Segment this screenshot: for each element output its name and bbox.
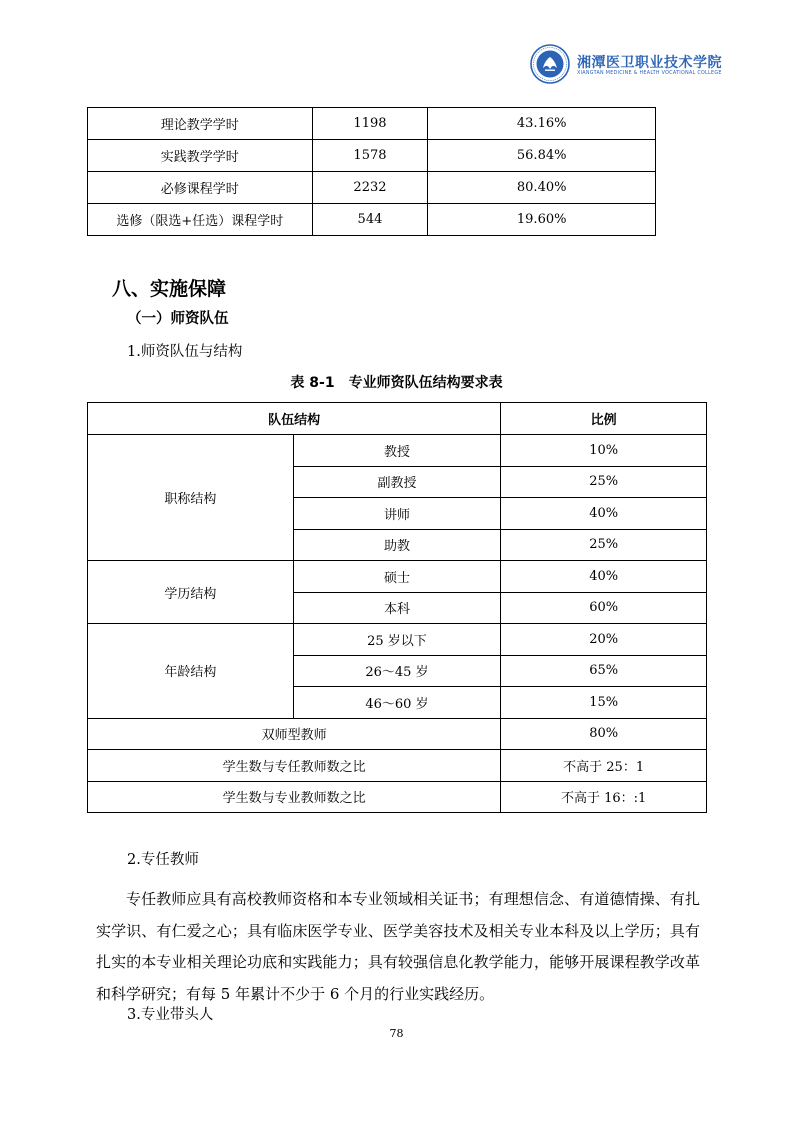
table-row bbox=[88, 781, 707, 813]
sub-category: 助教 bbox=[293, 529, 501, 561]
logo-english-name: XIANGTAN MEDICINE & HEALTH VOCATIONAL COLLEGE bbox=[577, 71, 722, 76]
row-ratio: 80.40% bbox=[428, 172, 656, 204]
row-hours: 2232 bbox=[312, 172, 428, 204]
ratio-cell: 80% bbox=[501, 718, 707, 750]
sub-category: 教授 bbox=[293, 435, 501, 467]
row-hours: 544 bbox=[312, 204, 428, 236]
sub-category: 讲师 bbox=[293, 498, 501, 530]
table-row bbox=[88, 108, 656, 140]
table-row bbox=[88, 172, 656, 204]
sub-category: 副教授 bbox=[293, 466, 501, 498]
ratio-cell: 25% bbox=[501, 466, 707, 498]
header-ratio: 比例 bbox=[501, 403, 707, 435]
ratio-cell: 40% bbox=[501, 498, 707, 530]
item-heading: 2.专任教师 bbox=[127, 852, 199, 868]
row-ratio: 19.60% bbox=[428, 204, 656, 236]
faculty-structure-table bbox=[87, 402, 707, 813]
sub-category: 25 岁以下 bbox=[293, 624, 501, 656]
row-label: 必修课程学时 bbox=[88, 172, 313, 204]
table-row bbox=[88, 204, 656, 236]
ratio-cell: 40% bbox=[501, 561, 707, 593]
sub-category: 26～45 岁 bbox=[293, 655, 501, 687]
ratio-cell: 15% bbox=[501, 687, 707, 719]
page-number: 78 bbox=[389, 1027, 404, 1040]
row-label: 实践教学学时 bbox=[88, 140, 313, 172]
table-row bbox=[88, 140, 656, 172]
sub-category: 46～60 岁 bbox=[293, 687, 501, 719]
header-structure: 队伍结构 bbox=[88, 403, 501, 435]
item-heading: 1.师资队伍与结构 bbox=[127, 344, 243, 360]
single-row-label: 双师型教师 bbox=[88, 718, 501, 750]
teaching-hours-table bbox=[87, 107, 656, 236]
group-label: 职称结构 bbox=[88, 435, 294, 561]
row-hours: 1198 bbox=[312, 108, 428, 140]
college-seal-icon bbox=[530, 44, 570, 84]
section-title: 八、实施保障 bbox=[112, 278, 227, 300]
ratio-cell: 不高于 25：1 bbox=[501, 750, 707, 782]
body-paragraph: 专任教师应具有高校教师资格和本专业领域相关证书；有理想信念、有道德情操、有扎实学识、有仁爱之心；具有临床医学专业、医学美容技术及相关专业本科及以上学历；具有扎实的本专业相关理论功底和实践能力；具有较强信息化教学能力，能够开展课程教学改革和科学研究；有每 5 年累计不少于 6 个月的行业实践经历。 bbox=[96, 890, 700, 1003]
single-row-label: 学生数与专业教师数之比 bbox=[88, 781, 501, 813]
ratio-cell: 65% bbox=[501, 655, 707, 687]
college-logo bbox=[530, 44, 722, 86]
group-label: 年龄结构 bbox=[88, 624, 294, 719]
row-hours: 1578 bbox=[312, 140, 428, 172]
group-label: 学历结构 bbox=[88, 561, 294, 624]
table-row bbox=[88, 435, 707, 467]
row-ratio: 56.84% bbox=[428, 140, 656, 172]
logo-chinese-name: 湘潭医卫职业技术学院 bbox=[577, 55, 722, 71]
single-row-label: 学生数与专任教师数之比 bbox=[88, 750, 501, 782]
ratio-cell: 10% bbox=[501, 435, 707, 467]
sub-category: 硕士 bbox=[293, 561, 501, 593]
ratio-cell: 不高于 16：:1 bbox=[501, 781, 707, 813]
item-heading: 3.专业带头人 bbox=[127, 1007, 214, 1023]
table-caption: 表 8-1 专业师资队伍结构要求表 bbox=[290, 375, 503, 391]
subsection-title: （一）师资队伍 bbox=[127, 311, 229, 327]
table-row bbox=[88, 624, 707, 656]
table-row bbox=[88, 718, 707, 750]
ratio-cell: 20% bbox=[501, 624, 707, 656]
row-label: 理论教学学时 bbox=[88, 108, 313, 140]
row-ratio: 43.16% bbox=[428, 108, 656, 140]
sub-category: 本科 bbox=[293, 592, 501, 624]
table-row bbox=[88, 561, 707, 593]
row-label: 选修（限选+任选）课程学时 bbox=[88, 204, 313, 236]
table-header-row bbox=[88, 403, 707, 435]
ratio-cell: 25% bbox=[501, 529, 707, 561]
table-row bbox=[88, 750, 707, 782]
ratio-cell: 60% bbox=[501, 592, 707, 624]
